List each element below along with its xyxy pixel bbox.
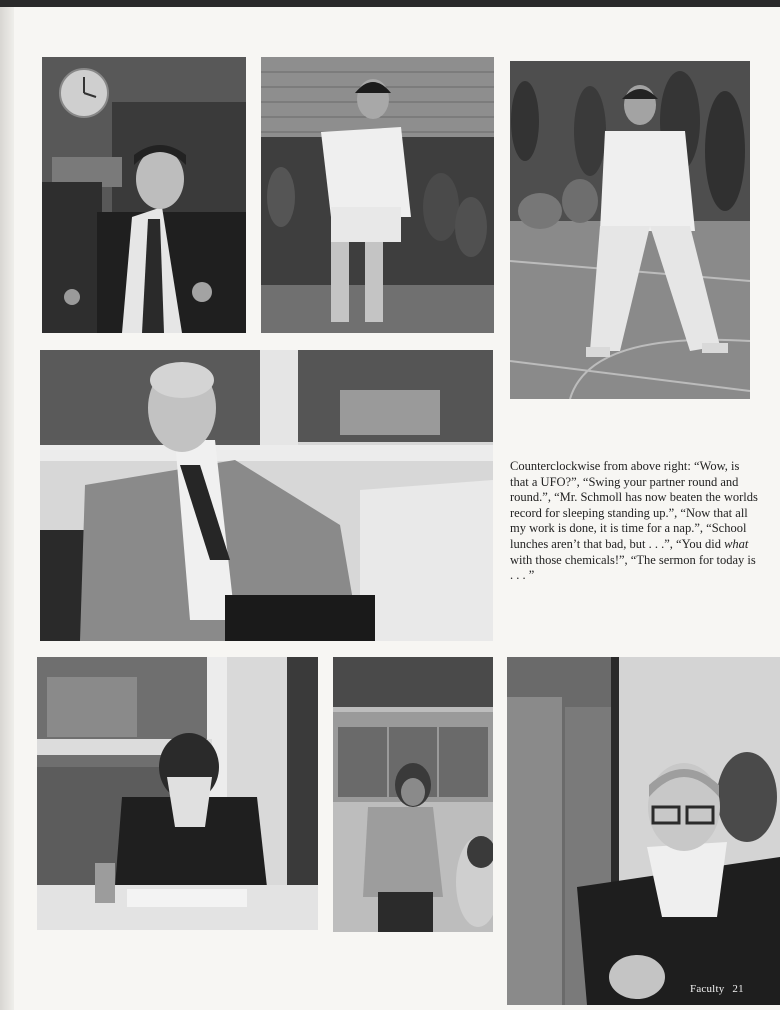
photo-teacher-square-dancing-image: [510, 61, 750, 399]
folio-section: Faculty: [690, 983, 725, 995]
photo-teacher-classroom: [333, 657, 493, 932]
photo-teacher-covering-face: [37, 657, 318, 930]
folio-page-number: 21: [732, 983, 744, 995]
page-spine-shadow: [0, 7, 14, 1010]
caption-text: [510, 459, 758, 584]
caption-quotes-part2: with those chemicals!”, “The sermon for today is . . . ”: [510, 552, 756, 583]
photo-teacher-tweed-jacket: [40, 350, 493, 641]
page-folio: [690, 983, 752, 995]
caption-lead: Counterclockwise from above right:: [510, 459, 691, 473]
photo-teacher-gym-shorts-image: [261, 57, 494, 333]
caption-quotes-part1: “Wow, is that a UFO?”, “Swing your partner round and round.”, “Mr. Schmoll has now beaten the worlds record for sleeping standing up.”, “Now that all my work is done, it is time for a nap.”, “School lunches aren’t that bad, but . . .”, “You did: [510, 459, 758, 551]
photo-teacher-glasses: [507, 657, 780, 1005]
photo-teacher-gym-shorts: [261, 57, 494, 333]
photo-teacher-suit-podium: [42, 57, 246, 333]
photo-teacher-suit-podium-image: [42, 57, 246, 333]
photo-teacher-square-dancing: [510, 61, 750, 399]
photo-teacher-covering-face-image: [37, 657, 318, 930]
photo-teacher-classroom-image: [333, 657, 493, 932]
caption-emphasis: what: [724, 536, 749, 551]
top-edge-bar: [0, 0, 780, 7]
photo-teacher-tweed-jacket-image: [40, 350, 493, 641]
photo-teacher-glasses-image: [507, 657, 780, 1005]
photo-caption: [510, 459, 758, 584]
